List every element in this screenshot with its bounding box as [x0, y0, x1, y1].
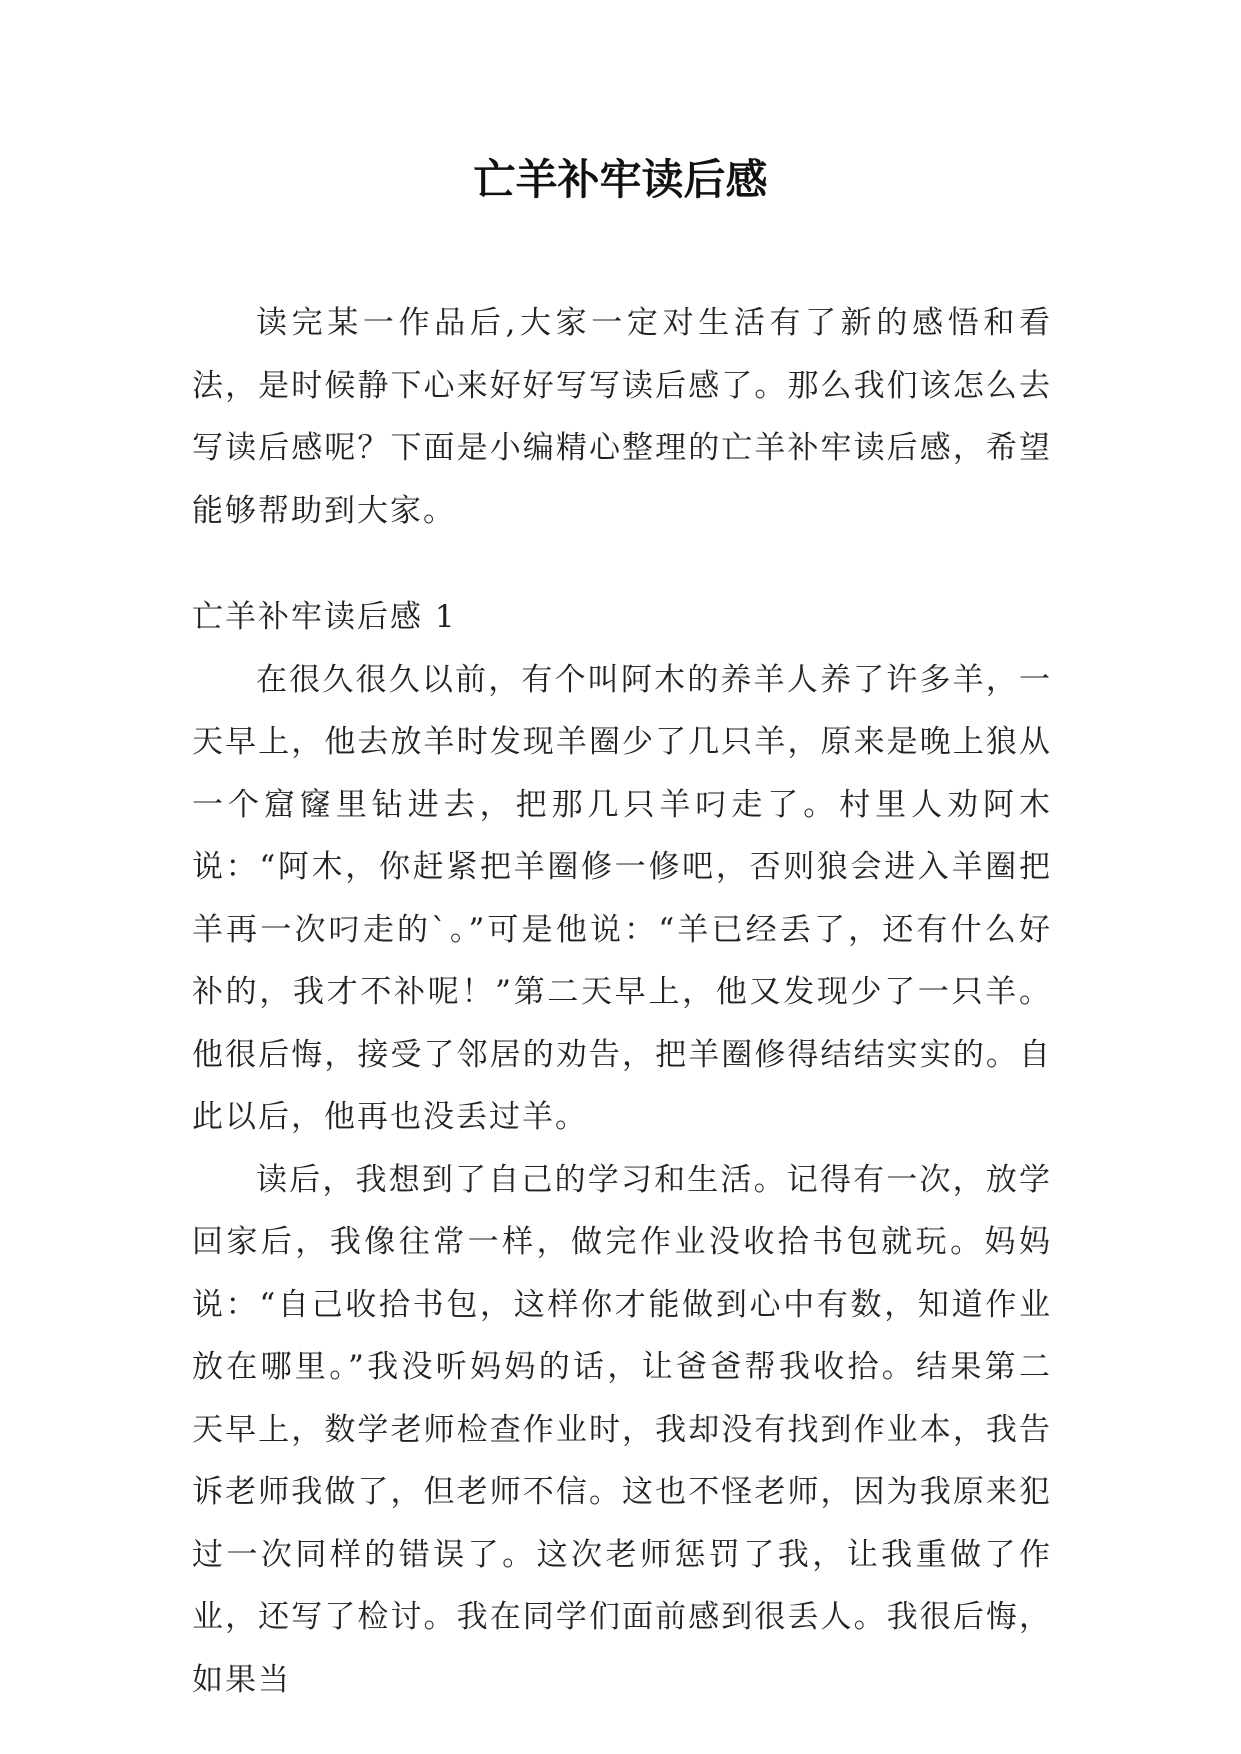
body-paragraph-1: 在很久很久以前，有个叫阿木的养羊人养了许多羊，一天早上，他去放羊时发现羊圈少了几只羊，原来是晚上狼从一个窟窿里钻进去，把那几只羊叼走了。村里人劝阿木说：“阿木，你赶紧把羊圈修一修吧，否则狼会进入羊圈把羊再一次叼走的`。”可是他说：“羊已经丢了，还有什么好补的，我才不补呢！”第二天早上，他又发现少了一只羊。他很后悔，接受了邻居的劝告，把羊圈修得结结实实的。自此以后，他再也没丢过羊。 [192, 661, 1052, 1135]
body-paragraph-2: 读后，我想到了自己的学习和生活。记得有一次，放学回家后，我像往常一样，做完作业没收拾书包就玩。妈妈说：“自己收拾书包，这样你才能做到心中有数，知道作业放在哪里。”我没听妈妈的话，让爸爸帮我收拾。结果第二天早上，数学老师检查作业时，我却没有找到作业本，我告诉老师我做了，但老师不信。这也不怪老师，因为我原来犯过一次同样的错误了。这次老师惩罚了我，让我重做了作业，还写了检讨。我在同学们面前感到很丢人。我很后悔，如果当 [192, 1161, 1052, 1698]
page-title: 亡羊补牢读后感 [473, 155, 768, 204]
section-1 [192, 586, 1052, 1711]
intro-block [192, 292, 1052, 542]
intro-paragraph: 读完某一作品后,大家一定对生活有了新的感悟和看法，是时候静下心来好好写写读后感了。那么我们该怎么去写读后感呢？下面是小编精心整理的亡羊补牢读后感，希望能够帮助到大家。 [192, 305, 1052, 529]
section-heading: 亡羊补牢读后感 1 [192, 599, 457, 635]
